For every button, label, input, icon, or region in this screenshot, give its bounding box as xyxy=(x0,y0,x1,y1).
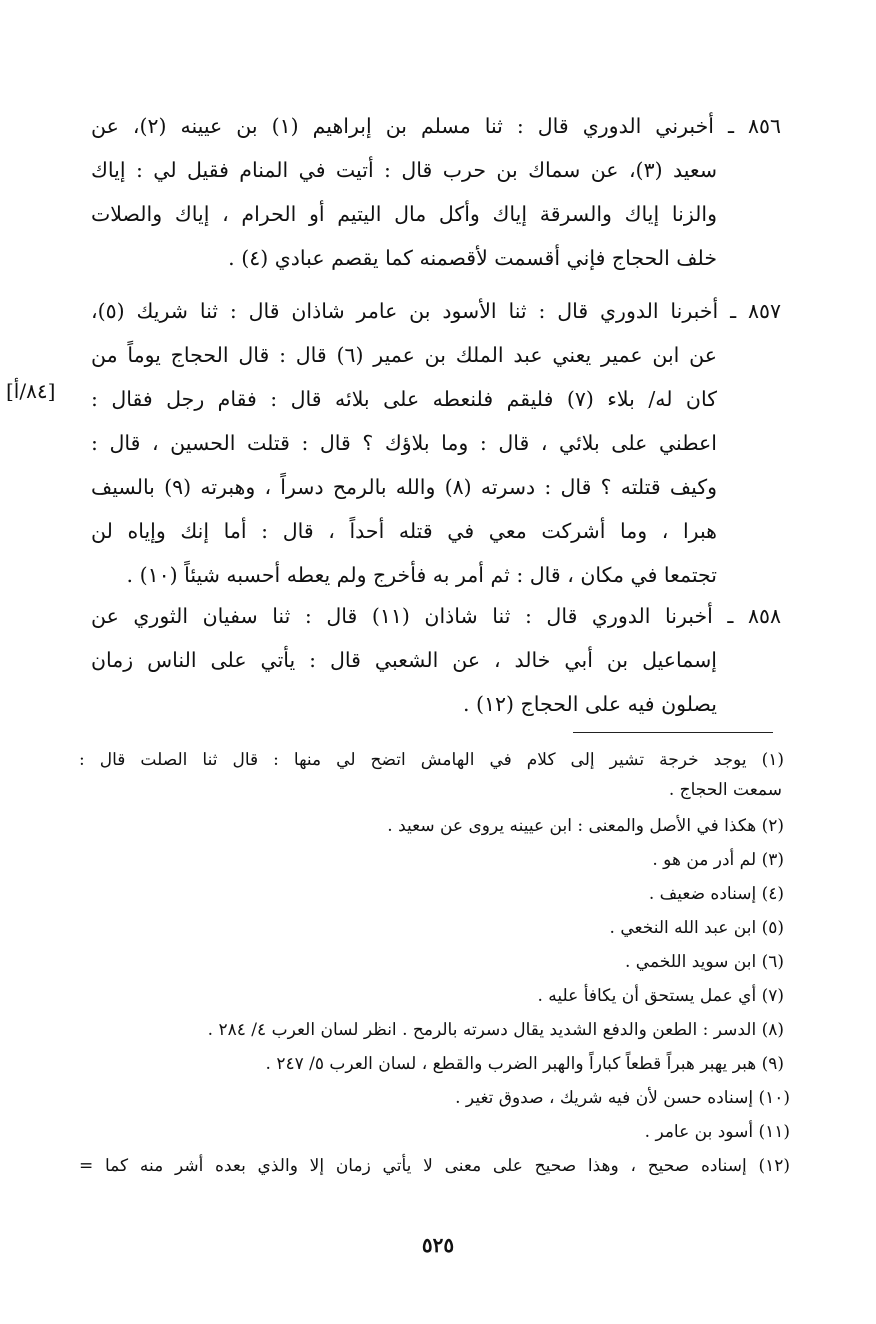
hadith-entry-857 xyxy=(91,289,781,597)
entry-line: اعطني على بلائي ، قال : وما بلاؤك ؟ قال : قتلت الحسين ، قال : xyxy=(91,431,717,455)
footnote: (١٠) إسناده حسن لأن فيه شريك ، صدوق تغير . xyxy=(455,1088,790,1108)
footnotes xyxy=(79,745,790,1183)
footnote: (١٢) إسناده صحيح ، وهذا صحيح على معنى لا يأتي زمان إلا والذي بعده أشر منه كما = xyxy=(79,1156,790,1176)
hadith-entry-858 xyxy=(91,594,781,726)
entry-line: تجتمعا في مكان ، قال : ثم أمر به فأخرج ولم يعطه أحسبه شيئاً (١٠) . xyxy=(126,563,717,587)
entry-line: والزنا إياك والسرقة إياك وأكل مال اليتيم أو الحرام ، إياك والصلات xyxy=(91,202,717,226)
footnote: (١١) أسود بن عامر . xyxy=(644,1122,790,1142)
entry-line: عن ابن عمير يعني عبد الملك بن عمير (٦) قال : قال الحجاج يوماً من xyxy=(91,343,717,367)
entry-line: سعيد (٣)، عن سماك بن حرب قال : أتيت في المنام فقيل لي : إياك xyxy=(91,158,717,182)
footnote-divider xyxy=(573,732,773,733)
entry-line: خلف الحجاج فإني أقسمت لأقصمنه كما يقصم عبادي (٤) . xyxy=(228,246,717,270)
footnote: (٦) ابن سويد اللخمي . xyxy=(624,952,784,972)
entry-line: هبرا ، وما أشركت معي في قتله أحداً ، قال : أما إنك وإياه لن xyxy=(91,519,717,543)
footnote: (٤) إسناده ضعيف . xyxy=(648,884,784,904)
footnote: (٥) ابن عبد الله النخعي . xyxy=(609,918,784,938)
entry-line: إسماعيل بن أبي خالد ، عن الشعبي قال : يأتي على الناس زمان xyxy=(91,648,717,672)
footnote: (٩) هبر يهبر هبراً قطعاً كباراً والهبر الضرب والقطع ، لسان العرب ٥/ ٢٤٧ . xyxy=(265,1054,784,1074)
footnote: (٣) لم أدر من هو . xyxy=(652,850,784,870)
hadith-entry-856 xyxy=(91,104,781,280)
entry-line: ٨٥٧ ـ أخبرنا الدوري قال : ثنا الأسود بن عامر شاذان قال : ثنا شريك (٥)، xyxy=(91,299,781,323)
footnote-continuation: سمعت الحجاج . xyxy=(668,780,782,800)
entry-line: ٨٥٦ ـ أخبرني الدوري قال : ثنا مسلم بن إبراهيم (١) بن عيينه (٢)، عن xyxy=(91,114,781,138)
entry-line: يصلون فيه على الحجاج (١٢) . xyxy=(462,692,717,716)
manuscript-folio-marker: [٨٤/أ] xyxy=(6,379,56,403)
footnote: (٢) هكذا في الأصل والمعنى : ابن عيينه يروى عن سعيد . xyxy=(387,816,784,836)
footnote: (٨) الدسر : الطعن والدفع الشديد يقال دسرته بالرمح . انظر لسان العرب ٤/ ٢٨٤ . xyxy=(207,1020,784,1040)
entry-line: وكيف قتلته ؟ قال : دسرته (٨) والله بالرمح دسراً ، وهبرته (٩) بالسيف xyxy=(91,475,717,499)
page-number: ٥٢٥ xyxy=(421,1233,455,1257)
entry-line: كان له/ بلاء (٧) فليقم فلنعطه على بلائه قال : فقام رجل فقال : xyxy=(91,387,717,411)
footnote: (٧) أي عمل يستحق أن يكافأ عليه . xyxy=(537,986,784,1006)
footnote: (١) يوجد خرجة تشير إلى كلام في الهامش اتضح لي منها : قال ثنا الصلت قال : xyxy=(79,750,784,770)
entry-line: ٨٥٨ ـ أخبرنا الدوري قال : ثنا شاذان (١١) قال : ثنا سفيان الثوري عن xyxy=(91,604,781,628)
